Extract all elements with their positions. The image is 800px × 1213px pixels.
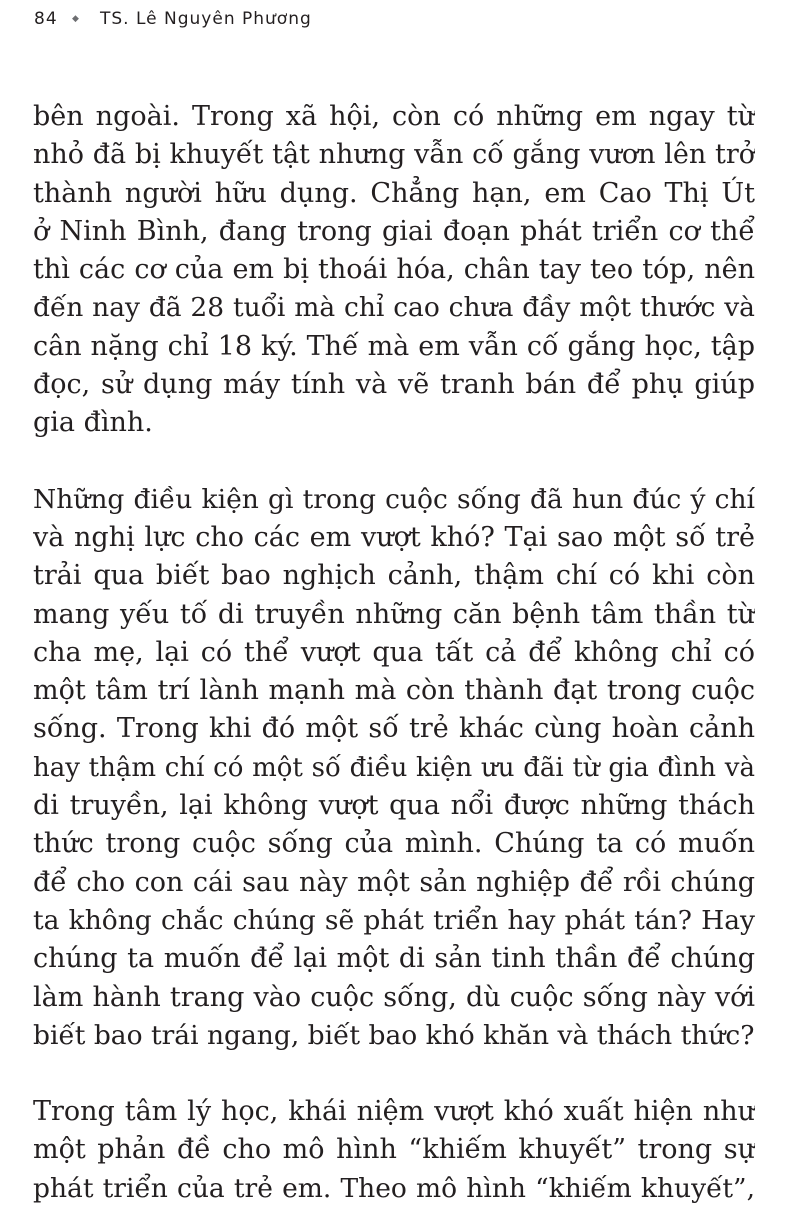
text-line: một tâm trí lành mạnh mà còn thành đạt trong cuộc	[33, 675, 755, 707]
text-line: mang yếu tố di truyền những căn bệnh tâm thần từ	[33, 598, 755, 630]
text-line: ở Ninh Bình, đang trong giai đoạn phát triển cơ thể	[33, 215, 755, 247]
page-body	[33, 98, 755, 1208]
diamond-separator-icon: ◆	[72, 14, 80, 24]
text-line: hay thậm chí có một số điều kiện ưu đãi từ gia đình và	[33, 752, 755, 783]
text-line: bên ngoài. Trong xã hội, còn có những em ngay từ	[33, 101, 755, 132]
text-line: di truyền, lại không vượt qua nổi được những thách	[33, 790, 755, 822]
text-line: gia đình.	[33, 407, 153, 439]
text-line: đọc, sử dụng máy tính và vẽ tranh bán để phụ giúp	[33, 369, 755, 401]
text-line: phát triển của trẻ em. Theo mô hình “khiếm khuyết”,	[33, 1172, 755, 1204]
text-line: để cho con cái sau này một sản nghiệp để rồi chúng	[33, 866, 755, 898]
paragraph-2	[33, 481, 755, 1055]
text-line: thành người hữu dụng. Chẳng hạn, em Cao Thị Út	[33, 177, 755, 209]
page-number: 84	[34, 9, 58, 29]
paragraph-3	[33, 1093, 755, 1208]
running-title: TS. Lê Nguyên Phương	[100, 9, 312, 29]
text-line: và nghị lực cho các em vượt khó? Tại sao một số trẻ	[33, 521, 755, 553]
text-line: thì các cơ của em bị thoái hóa, chân tay teo tóp, nên	[33, 254, 755, 286]
text-line: ta không chắc chúng sẽ phát triển hay phát tán? Hay	[33, 904, 755, 936]
text-line: trải qua biết bao nghịch cảnh, thậm chí có khi còn	[33, 560, 755, 592]
text-line: cân nặng chỉ 18 ký. Thế mà em vẫn cố gắng học, tập	[33, 330, 755, 362]
text-line: một phản đề cho mô hình “khiếm khuyết” trong sự	[33, 1134, 755, 1166]
text-line: Trong tâm lý học, khái niệm vượt khó xuất hiện như	[33, 1096, 755, 1128]
text-line: thức trong cuộc sống của mình. Chúng ta có muốn	[33, 828, 755, 860]
text-line: đến nay đã 28 tuổi mà chỉ cao chưa đầy một thước và	[33, 292, 755, 324]
paragraph-1	[33, 98, 755, 443]
running-header	[34, 7, 312, 31]
text-line: Những điều kiện gì trong cuộc sống đã hun đúc ý chí	[33, 483, 755, 515]
text-line: sống. Trong khi đó một số trẻ khác cùng hoàn cảnh	[33, 713, 755, 745]
text-line: nhỏ đã bị khuyết tật nhưng vẫn cố gắng vươn lên trở	[33, 139, 755, 171]
text-line: biết bao trái ngang, biết bao khó khăn và thách thức?	[33, 1019, 755, 1051]
text-line: cha mẹ, lại có thể vượt qua tất cả để không chỉ có	[33, 636, 755, 668]
text-line: làm hành trang vào cuộc sống, dù cuộc sống này với	[33, 981, 755, 1013]
text-line: chúng ta muốn để lại một di sản tinh thần để chúng	[33, 943, 755, 975]
